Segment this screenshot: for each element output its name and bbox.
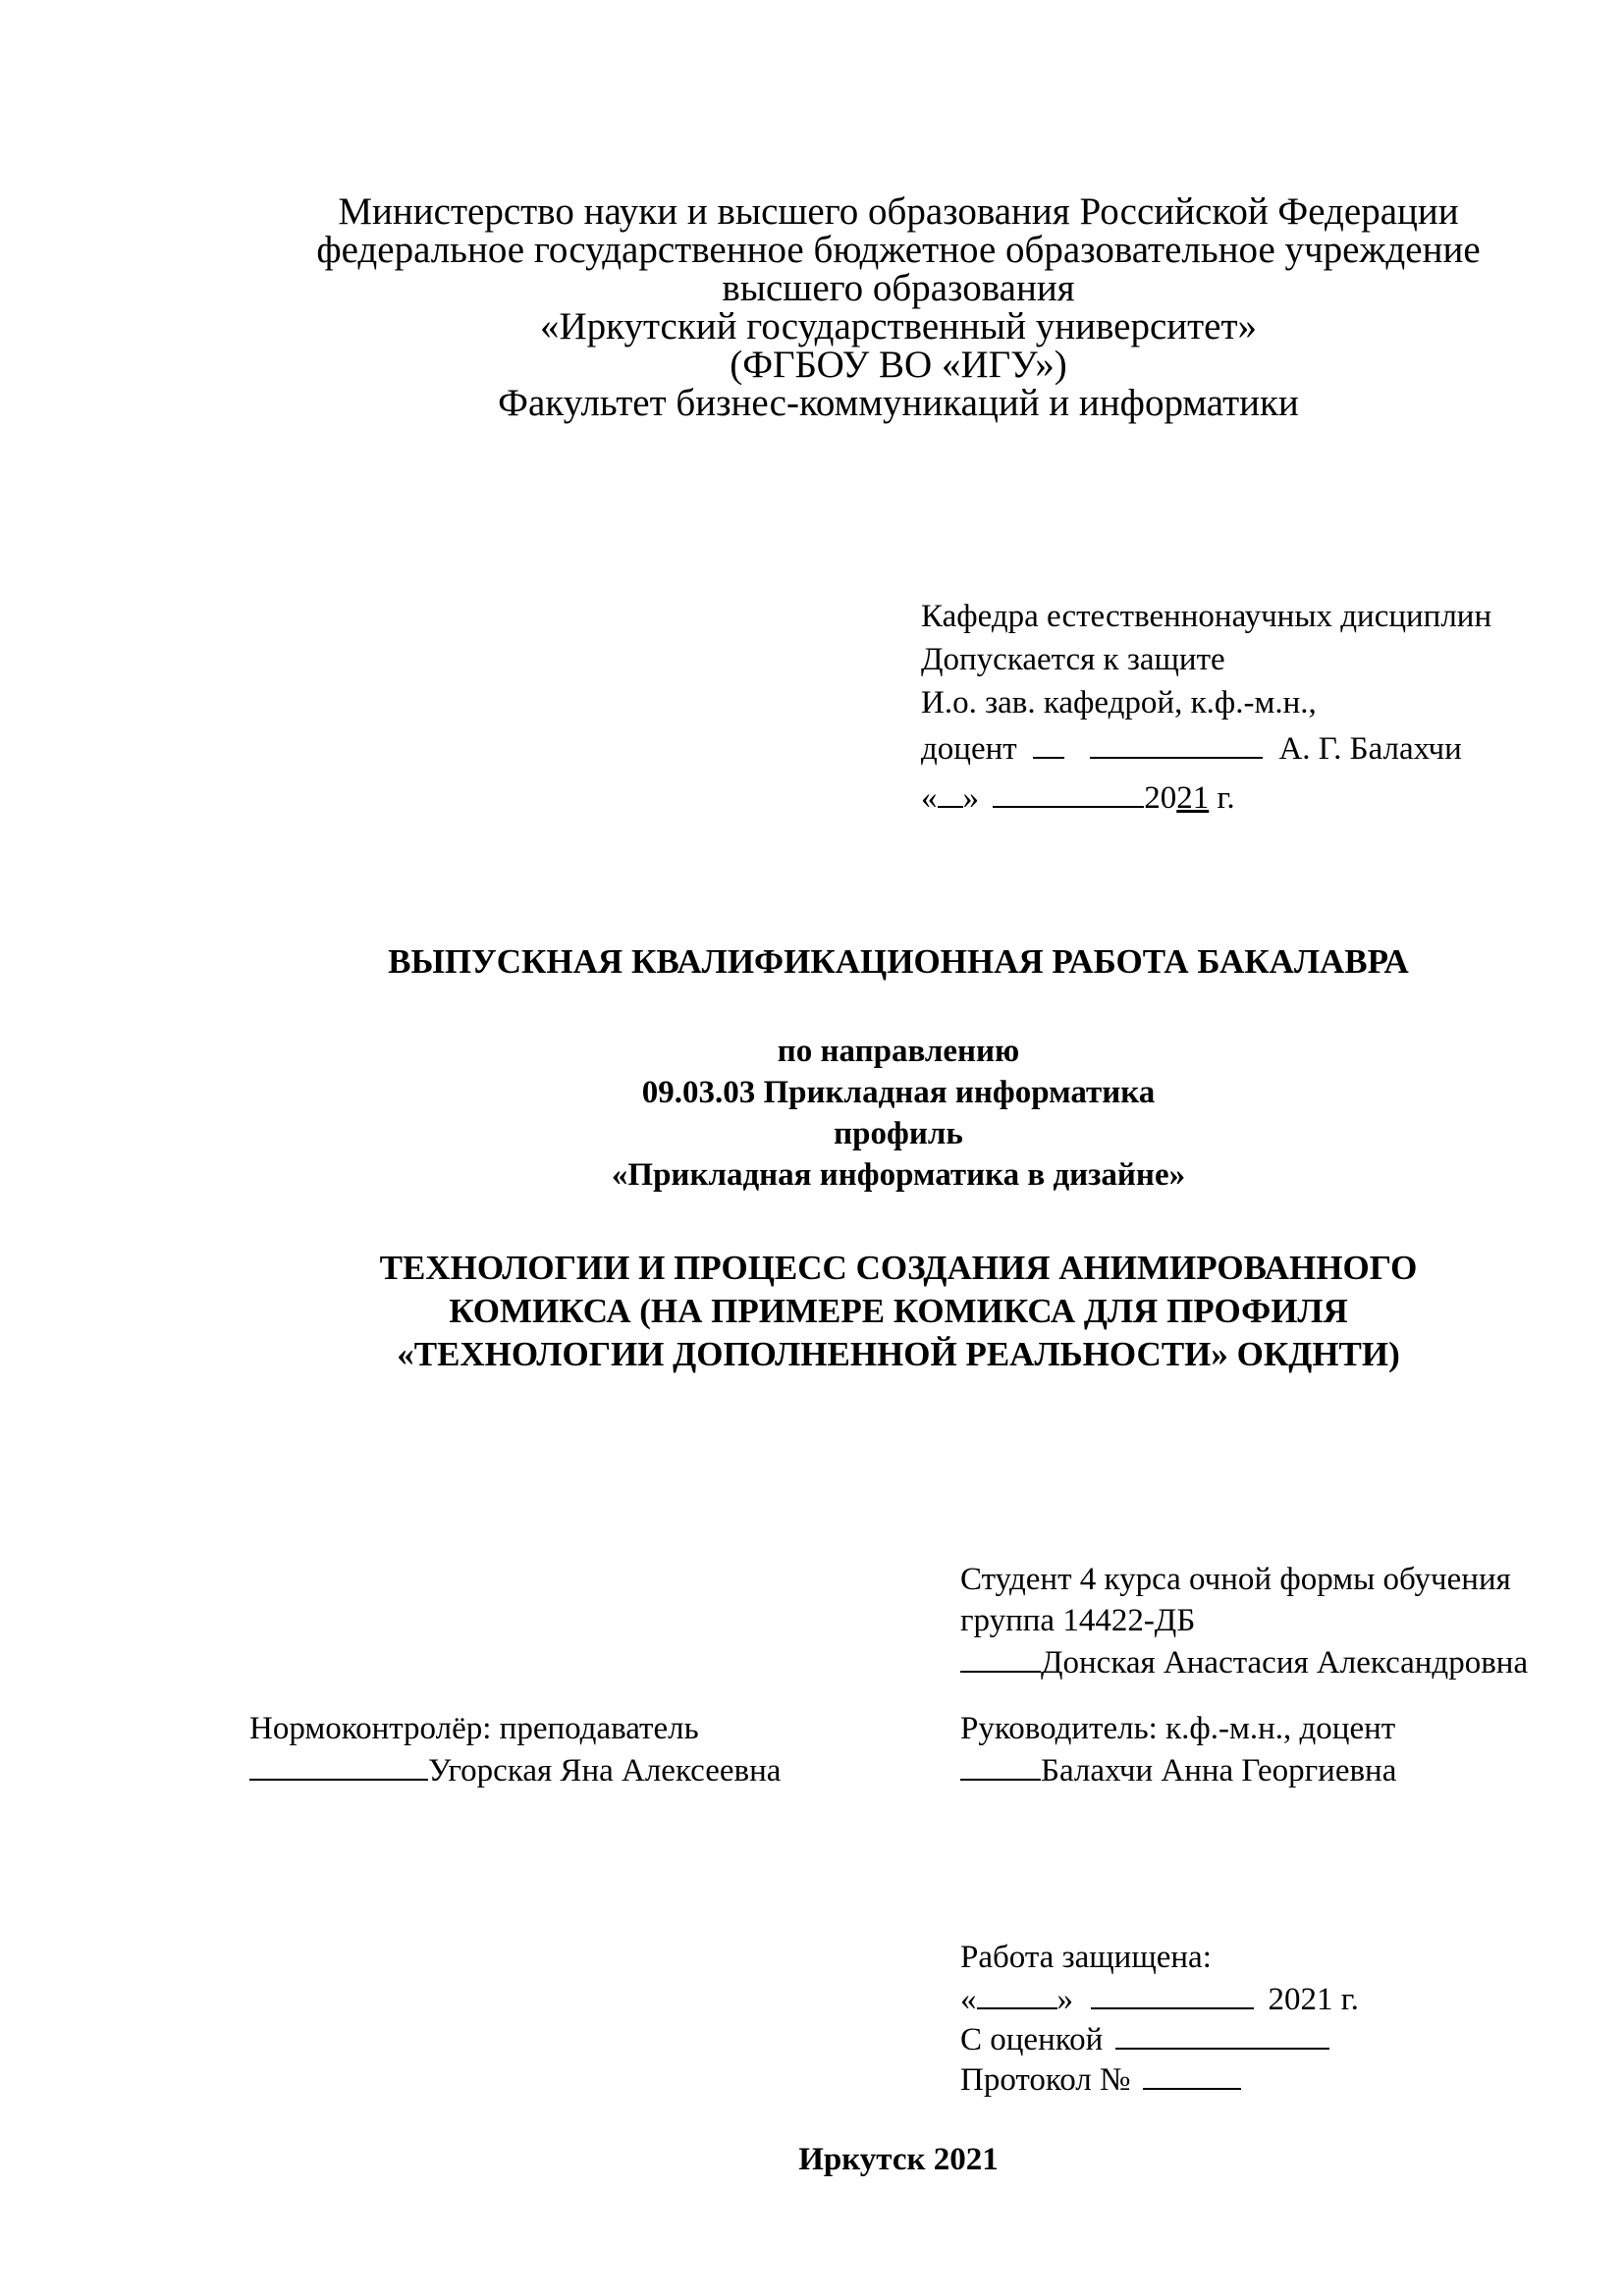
norm-control-role: Нормоконтролёр: преподаватель [249,1711,699,1746]
month-underline [1091,1978,1254,2009]
student-course: Студент 4 курса очной формы обучения [960,1562,1511,1597]
city-year-text: Иркутск 2021 [798,2142,999,2177]
head-name: А. Г. Балахчи [1278,731,1462,767]
topic-line: ТЕХНОЛОГИИ И ПРОЦЕСС СОЗДАНИЯ АНИМИРОВАННОГО [379,1249,1418,1287]
position-label: доцент [921,731,1017,767]
supervisor-signature-line [960,1749,1396,1790]
norm-control-block [249,1708,781,1790]
thesis-topic [0,1247,1624,1376]
signature-underline [960,1641,1041,1673]
university-name-line: «Иркутский государственный университет» [539,305,1258,347]
defense-date-line [960,1978,1359,2018]
city-year [0,2140,1624,2179]
supervisor-block [960,1708,1396,1790]
ministry-line: Министерство науки и высшего образования Российской Федерации [338,190,1459,233]
year-prefix: 20 [1144,780,1177,816]
profile-label: профиль [834,1116,963,1151]
norm-control-signature-line [249,1749,781,1790]
student-group: группа 14422-ДБ [960,1603,1196,1638]
day-underline [977,1978,1057,2009]
student-name: Донская Анастасия Александровна [1041,1645,1529,1681]
faculty-line: Факультет бизнес-коммуникаций и информатики [498,382,1299,424]
grade-underline [1115,2018,1329,2050]
defense-grade-line [960,2018,1359,2058]
defense-protected: Работа защищена: [960,1940,1212,1975]
direction-block [0,1031,1624,1196]
grade-label: С оценкой [960,2022,1104,2057]
approval-date-line [921,774,1491,823]
university-abbr-line: (ФГБОУ ВО «ИГУ») [730,344,1067,386]
defense-year: 2021 г. [1268,1982,1359,2017]
supervisor-role: Руководитель: к.ф.-м.н., доцент [960,1711,1396,1746]
quote-close: » [962,780,979,816]
admitted-label: Допускается к защите [921,642,1225,677]
protocol-underline [1143,2058,1241,2090]
department-label: Кафедра естественнонаучных дисциплин [921,599,1492,634]
topic-line: КОМИКСА (НА ПРИМЕРЕ КОМИКСА ДЛЯ ПРОФИЛЯ [449,1292,1348,1330]
direction-code: 09.03.03 Прикладная информатика [641,1075,1156,1110]
topic-line: «ТЕХНОЛОГИИ ДОПОЛНЕННОЙ РЕАЛЬНОСТИ» ОКДНТИ) [397,1335,1400,1373]
quote-open: « [921,780,938,816]
work-type-text: ВЫПУСКНАЯ КВАЛИФИКАЦИОННАЯ РАБОТА БАКАЛАВРА [388,942,1409,981]
quote-close: » [1056,1982,1073,2017]
year-unit: г. [1217,780,1235,816]
student-signature-line [960,1641,1528,1682]
signature-underline [1090,727,1263,759]
signature-underline [960,1749,1041,1781]
education-level-line: высшего образования [722,267,1075,309]
student-block [960,1559,1528,1682]
head-signature-line [921,724,1491,774]
month-underline [993,776,1144,808]
supervisor-name: Балахчи Анна Георгиевна [1041,1753,1397,1789]
year-suffix: 21 [1176,780,1210,816]
defense-protocol-line [960,2058,1359,2099]
profile-name: «Прикладная информатика в дизайне» [611,1157,1186,1193]
signature-underline [249,1749,428,1781]
institution-type-line: федеральное государственное бюджетное образовательное учреждение [316,229,1481,271]
head-label: И.о. зав. кафедрой, к.ф.-м.н., [921,685,1317,721]
approval-block [921,595,1491,823]
norm-control-name: Угорская Яна Алексеевна [428,1753,782,1789]
direction-label: по направлению [777,1034,1020,1069]
day-underline [938,776,963,808]
protocol-label: Протокол № [960,2062,1131,2098]
blank-underline [1033,727,1064,759]
defense-block [960,1938,1359,2099]
work-type-title [0,942,1624,982]
quote-open: « [960,1982,977,2017]
